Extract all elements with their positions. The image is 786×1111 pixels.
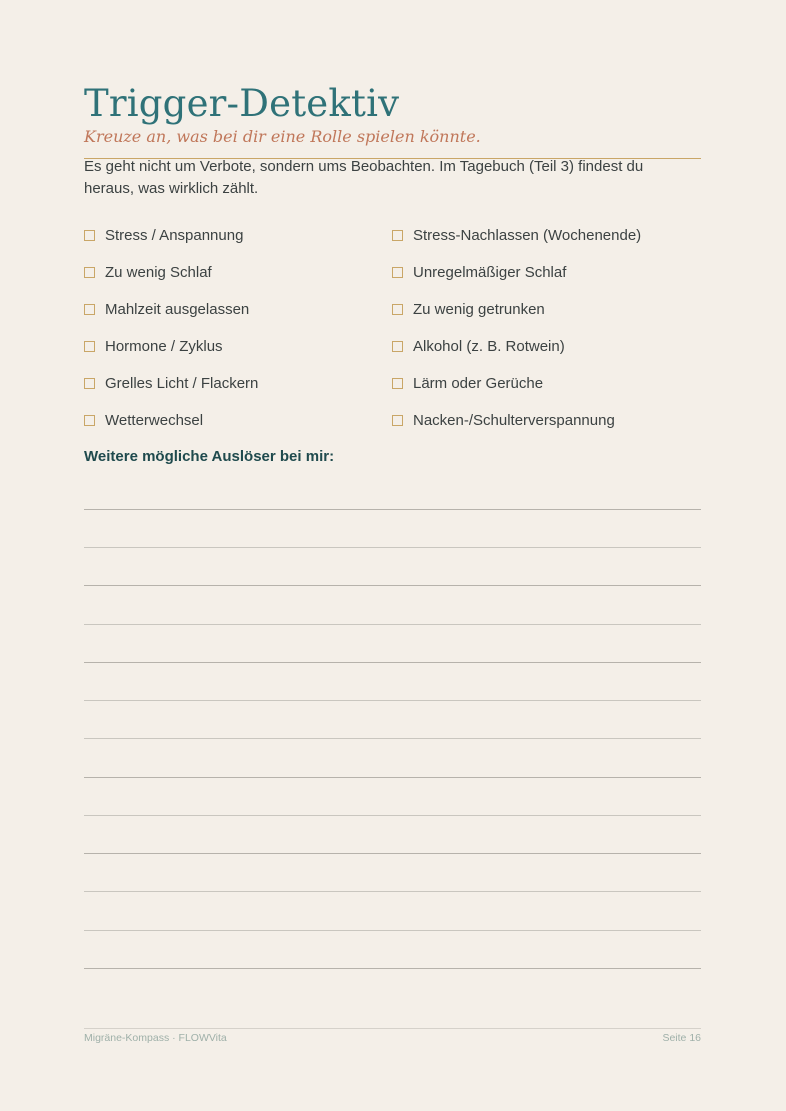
checklist-item-label: Mahlzeit ausgelassen [105, 300, 250, 318]
checkbox[interactable] [84, 304, 95, 315]
checkbox[interactable] [392, 378, 403, 389]
checkbox[interactable] [392, 341, 403, 352]
page-subtitle: Kreuze an, was bei dir eine Rolle spielen könnte. [84, 127, 481, 146]
checklist-item-label: Stress / Anspannung [105, 226, 244, 244]
write-line[interactable] [84, 509, 701, 510]
checkbox[interactable] [392, 415, 403, 426]
checklist-item[interactable] [84, 372, 258, 394]
page-number: Seite 16 [662, 1032, 701, 1044]
checklist-item-label: Lärm oder Gerüche [413, 374, 544, 392]
checklist-item[interactable] [392, 298, 545, 320]
worksheet-page [84, 0, 701, 1111]
checkbox[interactable] [392, 304, 403, 315]
checklist-item-label: Unregelmäßiger Schlaf [413, 263, 567, 281]
write-line[interactable] [84, 700, 701, 701]
write-line[interactable] [84, 853, 701, 854]
checklist-item-label: Zu wenig Schlaf [105, 263, 212, 281]
intro-text: Es geht nicht um Verbote, sondern ums Beobachten. Im Tagebuch (Teil 3) findest du heraus, was wirklich zählt. [84, 158, 644, 197]
write-line[interactable] [84, 930, 701, 931]
checklist-item[interactable] [84, 335, 223, 357]
footer-title: Migräne-Kompass · FLOWVita [84, 1032, 227, 1044]
write-line[interactable] [84, 624, 701, 625]
write-line[interactable] [84, 891, 701, 892]
checklist-item[interactable] [392, 224, 641, 246]
write-line[interactable] [84, 585, 701, 586]
notes-heading: Weitere mögliche Auslöser bei mir: [84, 448, 335, 465]
checklist-item[interactable] [84, 261, 212, 283]
checklist-item-label: Grelles Licht / Flackern [105, 374, 259, 392]
checklist-item[interactable] [392, 261, 566, 283]
checklist-item[interactable] [84, 409, 203, 431]
write-line[interactable] [84, 662, 701, 663]
checklist-item[interactable] [392, 409, 615, 431]
write-line[interactable] [84, 815, 701, 816]
checklist-item[interactable] [392, 335, 565, 357]
checkbox[interactable] [84, 378, 95, 389]
write-line[interactable] [84, 547, 701, 548]
checklist-item[interactable] [84, 224, 243, 246]
checklist-item-label: Zu wenig getrunken [413, 300, 545, 318]
checklist-item[interactable] [392, 372, 543, 394]
checklist-item-label: Nacken-/Schulterverspannung [413, 411, 615, 429]
checkbox[interactable] [392, 230, 403, 241]
checklist-item-label: Wetterwechsel [105, 411, 204, 429]
footer-divider [84, 1028, 701, 1029]
page-title: Trigger-Detektiv [84, 82, 400, 125]
checklist-item-label: Alkohol (z. B. Rotwein) [413, 337, 565, 355]
checkbox[interactable] [84, 415, 95, 426]
checkbox[interactable] [84, 341, 95, 352]
checkbox[interactable] [392, 267, 403, 278]
checkbox[interactable] [84, 230, 95, 241]
checklist-item-label: Hormone / Zyklus [105, 337, 223, 355]
checkbox[interactable] [84, 267, 95, 278]
write-line[interactable] [84, 738, 701, 739]
write-line[interactable] [84, 968, 701, 969]
checklist-item[interactable] [84, 298, 249, 320]
checklist-item-label: Stress-Nachlassen (Wochenende) [413, 226, 642, 244]
write-line[interactable] [84, 777, 701, 778]
